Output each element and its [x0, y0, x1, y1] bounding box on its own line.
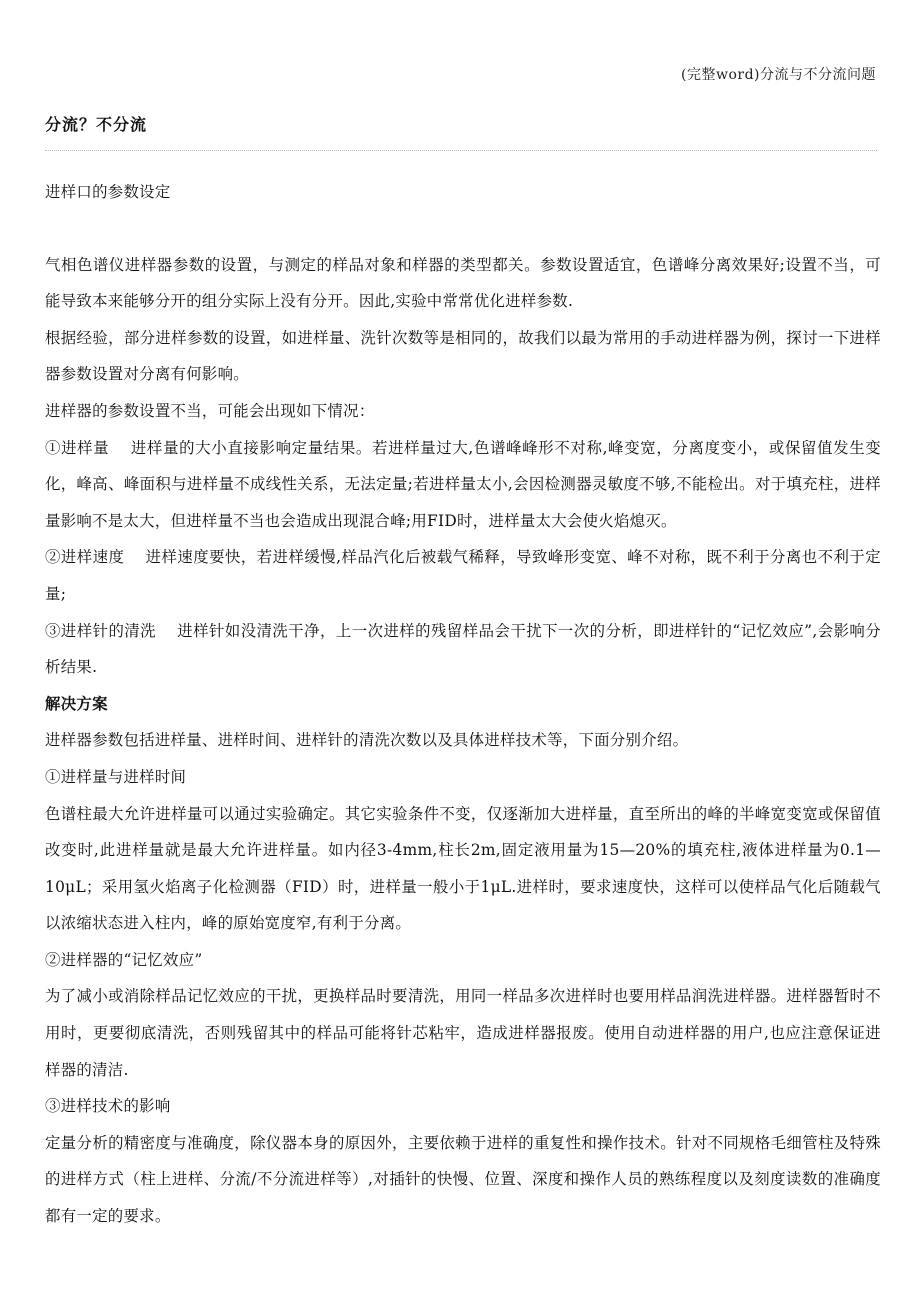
- subheading: ①进样量与进样时间: [45, 767, 187, 786]
- document-title: 分流？不分流: [45, 115, 148, 134]
- paragraph: 气相色谱仪进样器参数的设置，与测定的样品对象和样器的类型都关。参数设置适宜，色谱峰分离效果好;设置不当，可能导致本来能够分开的组分实际上没有分开。因此,实验中常常优化进样参数.: [45, 255, 881, 311]
- paragraph: 为了减小或消除样品记忆效应的干扰，更换样品时要清洗，用同一样品多次进样时也要用样品润洗进样器。进样器暂时不用时，更要彻底清洗，否则残留其中的样品可能将针芯粘牢，造成进样器报废。使用自动进样器的用户,也应注意保证进样器的清洁.: [45, 987, 881, 1079]
- paragraph: ①进样量 进样量的大小直接影响定量结果。若进样量过大,色谱峰峰形不对称,峰变宽，分离度变小，或保留值发生变化，峰高、峰面积与进样量不成线性关系，无法定量;若进样量太小,会因检测器灵敏度不够,不能检出。对于填充柱，进样量影响不是太大，但进样量不当也会造成出现混合峰;用FID时，进样量太大会使火焰熄灭。: [45, 438, 881, 530]
- running-header: (完整word)分流与不分流问题: [681, 67, 876, 83]
- solution-heading: 解决方案: [45, 694, 108, 713]
- title-divider: [45, 150, 877, 151]
- paragraph: ②进样速度 进样速度要快，若进样缓慢,样品汽化后被载气稀释，导致峰形变宽、峰不对称，既不利于分离也不利于定量;: [45, 548, 881, 603]
- section-subtitle: 进样口的参数设定: [45, 183, 171, 201]
- paragraph: 进样器的参数设置不当，可能会出现如下情况：: [45, 401, 375, 420]
- paragraph: 色谱柱最大允许进样量可以通过实验确定。其它实验条件不变，仅逐渐加大进样量，直至所出的峰的半峰宽变宽或保留值改变时,此进样量就是最大允许进样量。如内径3-4mm,柱长2m,固定液用量为15—20%的填充柱,液体进样量为0.1—10μL；采用氢火焰离子化检测器（FID）时，进样量一般小于1μL.进样时，要求速度快，这样可以使样品气化后随载气以浓缩状态进入柱内，峰的原始宽度窄,有利于分离。: [45, 804, 881, 933]
- paragraph: 进样器参数包括进样量、进样时间、进样针的清洗次数以及具体进样技术等，下面分别介绍。: [45, 731, 689, 750]
- subheading: ③进样技术的影响: [45, 1097, 171, 1116]
- paragraph: 定量分析的精密度与准确度，除仪器本身的原因外，主要依赖于进样的重复性和操作技术。针对不同规格毛细管柱及特殊的进样方式（柱上进样、分流/不分流进样等）,对插针的快慢、位置、深度和操作人员的熟练程度以及刻度读数的准确度都有一定的要求。: [45, 1133, 881, 1226]
- subheading: ②进样器的“记忆效应”: [45, 950, 203, 969]
- document-body: [45, 174, 881, 1235]
- paragraph: ③进样针的清洗 进样针如没清洗干净，上一次进样的残留样品会干扰下一次的分析，即进样针的“记忆效应”,会影响分析结果.: [45, 621, 881, 677]
- paragraph: 根据经验，部分进样参数的设置，如进样量、洗针次数等是相同的，故我们以最为常用的手动进样器为例，探讨一下进样器参数设置对分离有何影响。: [45, 328, 881, 384]
